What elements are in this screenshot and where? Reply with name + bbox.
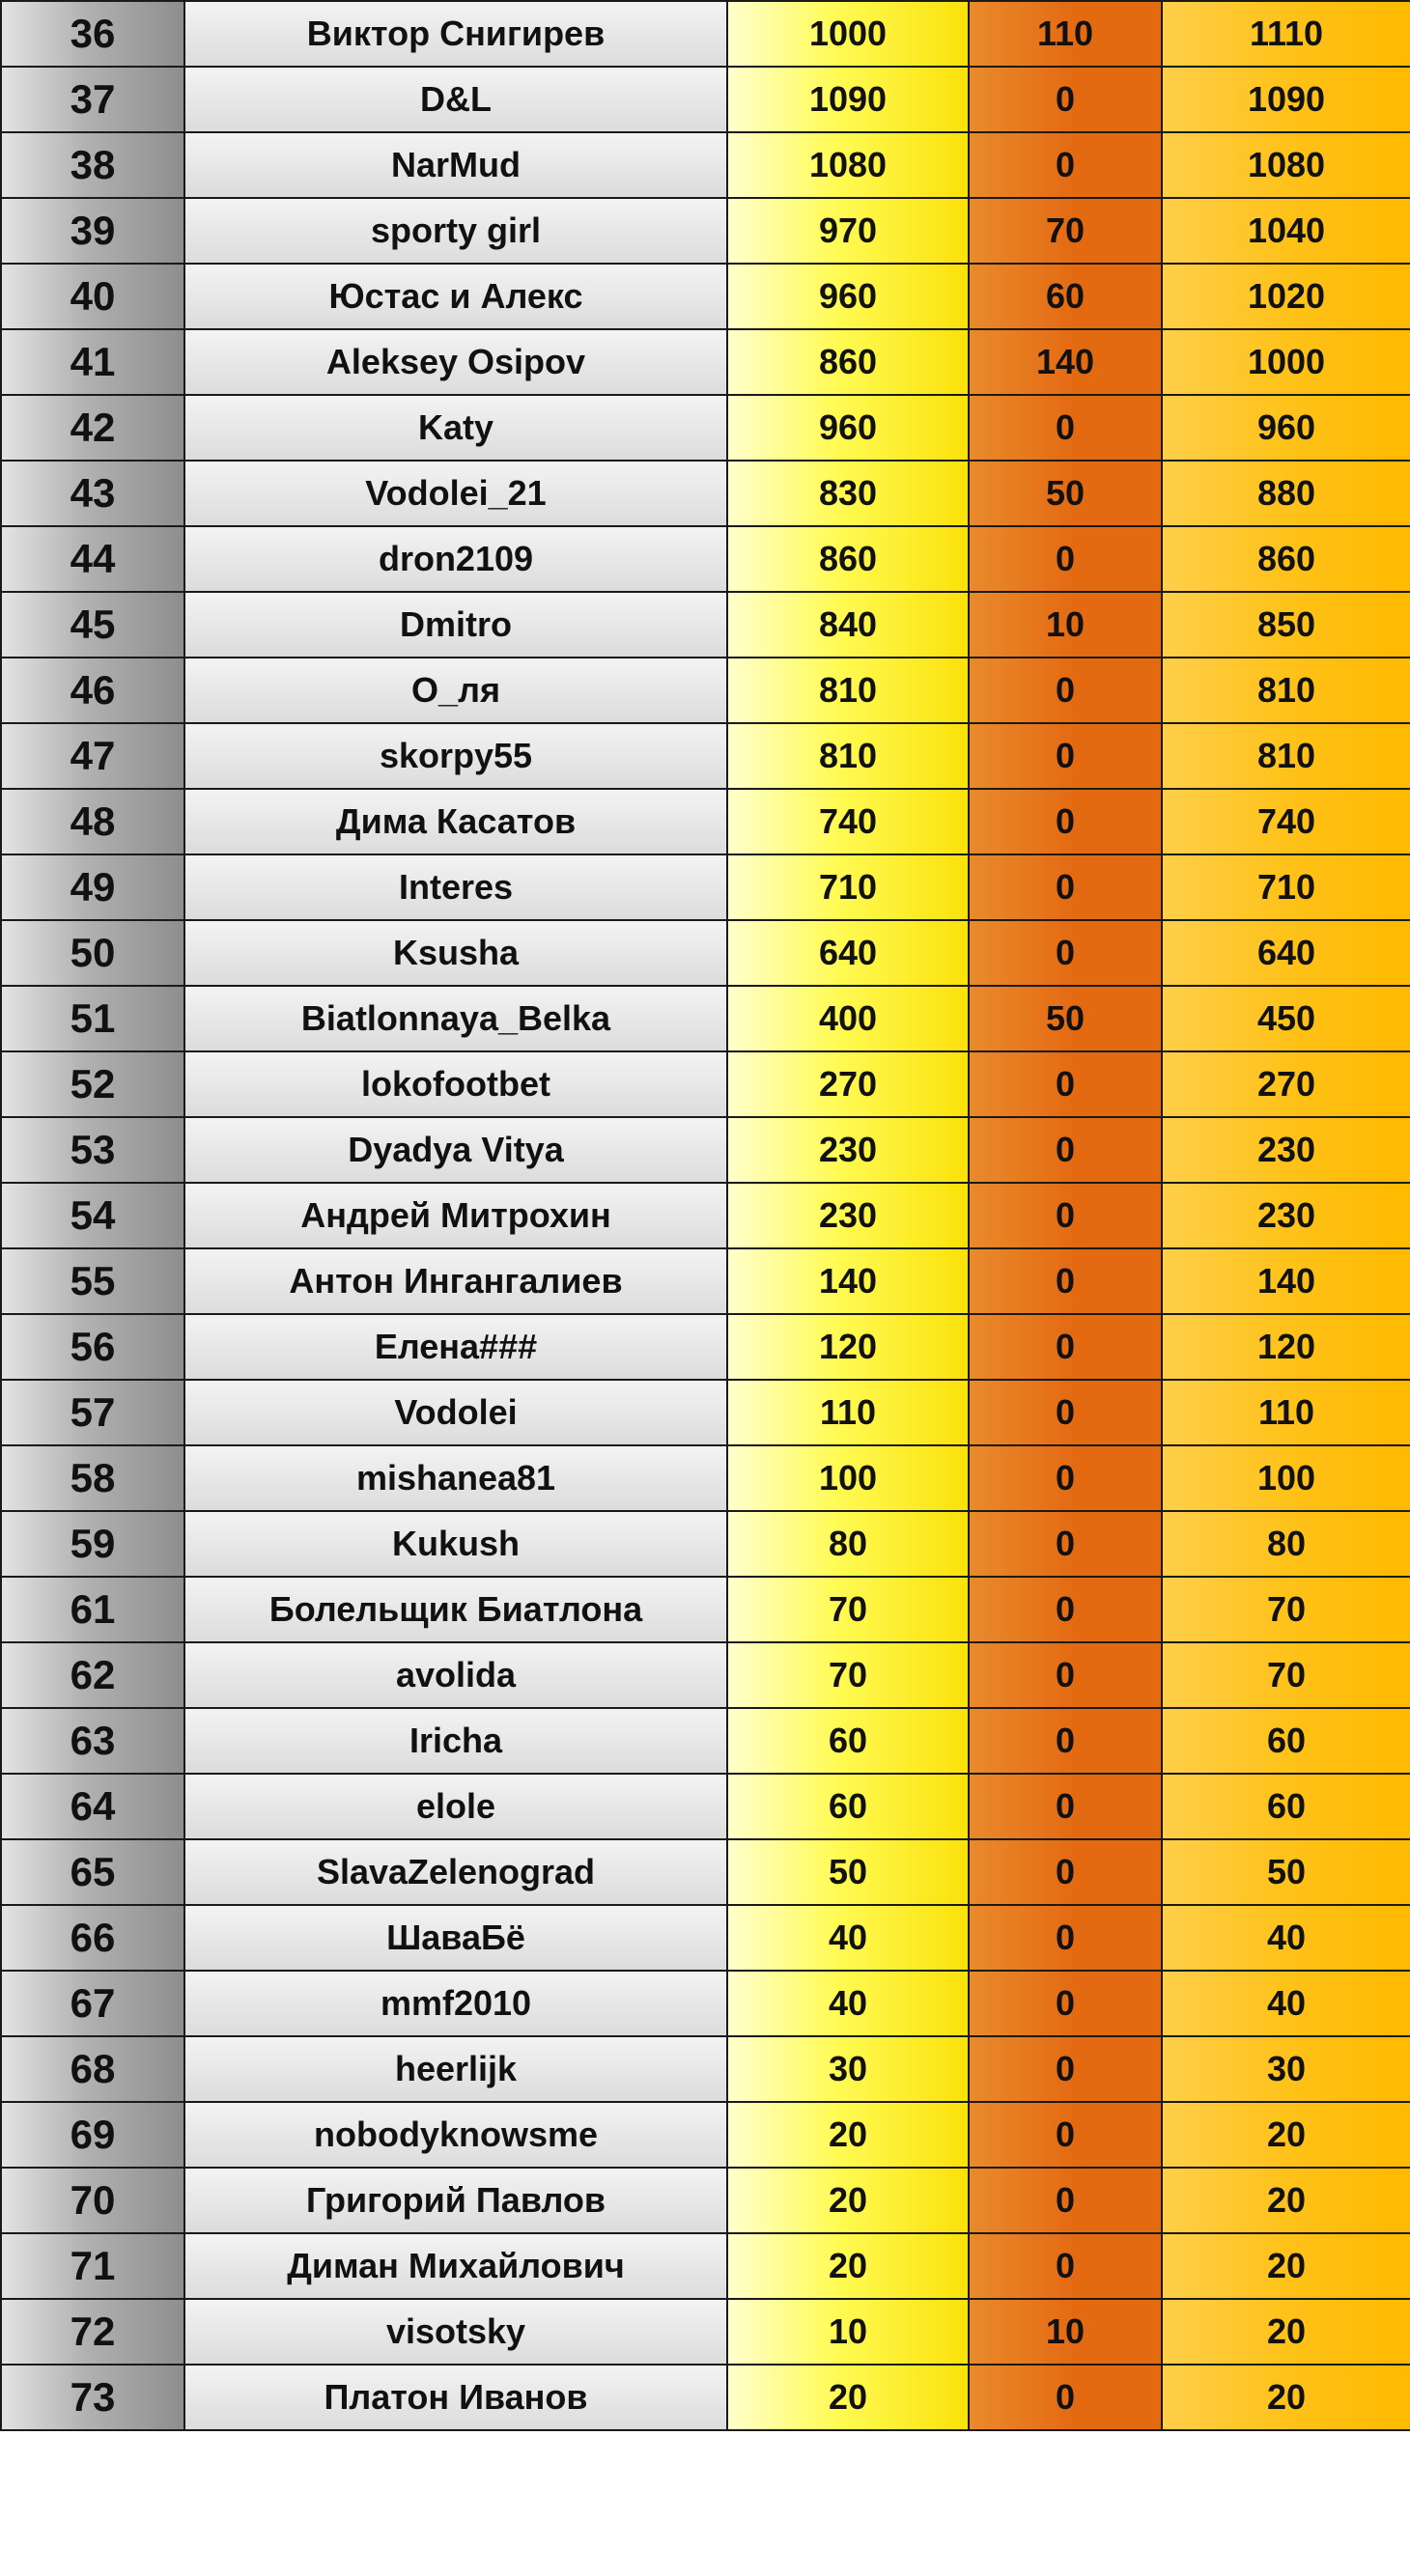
table-row (1, 198, 1410, 264)
rank-cell: 73 (1, 2365, 184, 2430)
bonus-points-cell: 0 (969, 1774, 1162, 1839)
player-name-cell: Dyadya Vitya (184, 1117, 727, 1183)
total-points-cell: 880 (1162, 461, 1410, 526)
base-points-cell: 1080 (727, 132, 969, 198)
table-row (1, 1577, 1410, 1642)
player-name-cell: Dmitro (184, 592, 727, 658)
total-points-cell: 640 (1162, 920, 1410, 986)
total-points-cell: 1110 (1162, 1, 1410, 67)
base-points-cell: 60 (727, 1708, 969, 1774)
table-row (1, 1445, 1410, 1511)
base-points-cell: 960 (727, 264, 969, 329)
player-name-cell: О_ля (184, 658, 727, 723)
base-points-cell: 40 (727, 1905, 969, 1971)
base-points-cell: 860 (727, 329, 969, 395)
table-row (1, 986, 1410, 1051)
rank-cell: 53 (1, 1117, 184, 1183)
total-points-cell: 70 (1162, 1577, 1410, 1642)
bonus-points-cell: 0 (969, 1905, 1162, 1971)
table-row (1, 1511, 1410, 1577)
player-name-cell: Biatlonnaya_Belka (184, 986, 727, 1051)
player-name-cell: NarMud (184, 132, 727, 198)
total-points-cell: 40 (1162, 1905, 1410, 1971)
rank-cell: 58 (1, 1445, 184, 1511)
bonus-points-cell: 0 (969, 920, 1162, 986)
table-row (1, 67, 1410, 132)
rank-cell: 72 (1, 2299, 184, 2365)
player-name-cell: avolida (184, 1642, 727, 1708)
bonus-points-cell: 0 (969, 1248, 1162, 1314)
rank-cell: 36 (1, 1, 184, 67)
base-points-cell: 60 (727, 1774, 969, 1839)
total-points-cell: 80 (1162, 1511, 1410, 1577)
bonus-points-cell: 0 (969, 854, 1162, 920)
total-points-cell: 810 (1162, 658, 1410, 723)
base-points-cell: 80 (727, 1511, 969, 1577)
rank-cell: 44 (1, 526, 184, 592)
rank-cell: 59 (1, 1511, 184, 1577)
total-points-cell: 70 (1162, 1642, 1410, 1708)
base-points-cell: 110 (727, 1380, 969, 1445)
table-row (1, 1117, 1410, 1183)
rank-cell: 43 (1, 461, 184, 526)
total-points-cell: 20 (1162, 2168, 1410, 2233)
table-row (1, 1183, 1410, 1248)
base-points-cell: 30 (727, 2036, 969, 2102)
rank-cell: 65 (1, 1839, 184, 1905)
rank-cell: 41 (1, 329, 184, 395)
total-points-cell: 120 (1162, 1314, 1410, 1380)
table-row (1, 1642, 1410, 1708)
base-points-cell: 860 (727, 526, 969, 592)
rank-cell: 68 (1, 2036, 184, 2102)
bonus-points-cell: 10 (969, 2299, 1162, 2365)
rank-cell: 70 (1, 2168, 184, 2233)
bonus-points-cell: 0 (969, 1708, 1162, 1774)
total-points-cell: 60 (1162, 1774, 1410, 1839)
total-points-cell: 850 (1162, 592, 1410, 658)
player-name-cell: Григорий Павлов (184, 2168, 727, 2233)
rank-cell: 54 (1, 1183, 184, 1248)
player-name-cell: mmf2010 (184, 1971, 727, 2036)
total-points-cell: 230 (1162, 1183, 1410, 1248)
table-row (1, 1248, 1410, 1314)
bonus-points-cell: 0 (969, 1971, 1162, 2036)
rank-cell: 64 (1, 1774, 184, 1839)
bonus-points-cell: 0 (969, 1511, 1162, 1577)
player-name-cell: Андрей Митрохин (184, 1183, 727, 1248)
bonus-points-cell: 110 (969, 1, 1162, 67)
base-points-cell: 20 (727, 2168, 969, 2233)
total-points-cell: 810 (1162, 723, 1410, 789)
total-points-cell: 450 (1162, 986, 1410, 1051)
total-points-cell: 100 (1162, 1445, 1410, 1511)
base-points-cell: 120 (727, 1314, 969, 1380)
player-name-cell: Interes (184, 854, 727, 920)
table-row (1, 329, 1410, 395)
bonus-points-cell: 10 (969, 592, 1162, 658)
base-points-cell: 140 (727, 1248, 969, 1314)
player-name-cell: Iricha (184, 1708, 727, 1774)
bonus-points-cell: 0 (969, 789, 1162, 854)
base-points-cell: 20 (727, 2365, 969, 2430)
base-points-cell: 20 (727, 2102, 969, 2168)
base-points-cell: 50 (727, 1839, 969, 1905)
total-points-cell: 860 (1162, 526, 1410, 592)
player-name-cell: visotsky (184, 2299, 727, 2365)
base-points-cell: 840 (727, 592, 969, 658)
bonus-points-cell: 0 (969, 723, 1162, 789)
player-name-cell: heerlijk (184, 2036, 727, 2102)
base-points-cell: 400 (727, 986, 969, 1051)
table-row (1, 264, 1410, 329)
total-points-cell: 1090 (1162, 67, 1410, 132)
table-row (1, 395, 1410, 461)
player-name-cell: skorpy55 (184, 723, 727, 789)
player-name-cell: nobodyknowsme (184, 2102, 727, 2168)
table-row (1, 2036, 1410, 2102)
player-name-cell: Юстас и Алекс (184, 264, 727, 329)
rank-cell: 46 (1, 658, 184, 723)
player-name-cell: Диман Михайлович (184, 2233, 727, 2299)
base-points-cell: 20 (727, 2233, 969, 2299)
table-row (1, 1839, 1410, 1905)
player-name-cell: Елена### (184, 1314, 727, 1380)
total-points-cell: 50 (1162, 1839, 1410, 1905)
table-row (1, 1051, 1410, 1117)
base-points-cell: 1090 (727, 67, 969, 132)
bonus-points-cell: 70 (969, 198, 1162, 264)
rank-cell: 39 (1, 198, 184, 264)
table-row (1, 1905, 1410, 1971)
table-row (1, 2233, 1410, 2299)
rank-cell: 69 (1, 2102, 184, 2168)
player-name-cell: dron2109 (184, 526, 727, 592)
player-name-cell: SlavaZelenograd (184, 1839, 727, 1905)
rank-cell: 57 (1, 1380, 184, 1445)
table-row (1, 461, 1410, 526)
rank-cell: 62 (1, 1642, 184, 1708)
bonus-points-cell: 0 (969, 1183, 1162, 1248)
table-row (1, 1380, 1410, 1445)
rank-cell: 42 (1, 395, 184, 461)
player-name-cell: Katy (184, 395, 727, 461)
table-row (1, 1314, 1410, 1380)
player-name-cell: Vodolei (184, 1380, 727, 1445)
player-name-cell: Ksusha (184, 920, 727, 986)
base-points-cell: 100 (727, 1445, 969, 1511)
table-row (1, 723, 1410, 789)
bonus-points-cell: 0 (969, 1577, 1162, 1642)
table-row (1, 132, 1410, 198)
total-points-cell: 110 (1162, 1380, 1410, 1445)
bonus-points-cell: 0 (969, 132, 1162, 198)
table-row (1, 2365, 1410, 2430)
table-row (1, 592, 1410, 658)
rank-cell: 38 (1, 132, 184, 198)
bonus-points-cell: 0 (969, 1642, 1162, 1708)
rank-cell: 45 (1, 592, 184, 658)
ranking-table-body (1, 1, 1410, 2430)
base-points-cell: 1000 (727, 1, 969, 67)
base-points-cell: 230 (727, 1117, 969, 1183)
rank-cell: 56 (1, 1314, 184, 1380)
bonus-points-cell: 0 (969, 526, 1162, 592)
bonus-points-cell: 0 (969, 2168, 1162, 2233)
bonus-points-cell: 0 (969, 1051, 1162, 1117)
total-points-cell: 1080 (1162, 132, 1410, 198)
total-points-cell: 960 (1162, 395, 1410, 461)
rank-cell: 47 (1, 723, 184, 789)
table-row (1, 1, 1410, 67)
base-points-cell: 70 (727, 1642, 969, 1708)
player-name-cell: mishanea81 (184, 1445, 727, 1511)
rank-cell: 66 (1, 1905, 184, 1971)
total-points-cell: 20 (1162, 2102, 1410, 2168)
base-points-cell: 810 (727, 658, 969, 723)
total-points-cell: 1000 (1162, 329, 1410, 395)
rank-cell: 37 (1, 67, 184, 132)
bonus-points-cell: 0 (969, 1839, 1162, 1905)
player-name-cell: Болельщик Биатлона (184, 1577, 727, 1642)
rank-cell: 48 (1, 789, 184, 854)
bonus-points-cell: 0 (969, 1380, 1162, 1445)
player-name-cell: elole (184, 1774, 727, 1839)
player-name-cell: Антон Ингангалиев (184, 1248, 727, 1314)
base-points-cell: 230 (727, 1183, 969, 1248)
rank-cell: 61 (1, 1577, 184, 1642)
base-points-cell: 710 (727, 854, 969, 920)
bonus-points-cell: 50 (969, 461, 1162, 526)
bonus-points-cell: 0 (969, 2233, 1162, 2299)
total-points-cell: 40 (1162, 1971, 1410, 2036)
base-points-cell: 640 (727, 920, 969, 986)
rank-cell: 49 (1, 854, 184, 920)
table-row (1, 526, 1410, 592)
player-name-cell: lokofootbet (184, 1051, 727, 1117)
player-name-cell: Kukush (184, 1511, 727, 1577)
player-name-cell: ШаваБё (184, 1905, 727, 1971)
rank-cell: 67 (1, 1971, 184, 2036)
base-points-cell: 10 (727, 2299, 969, 2365)
bonus-points-cell: 140 (969, 329, 1162, 395)
base-points-cell: 970 (727, 198, 969, 264)
table-row (1, 2168, 1410, 2233)
total-points-cell: 740 (1162, 789, 1410, 854)
total-points-cell: 20 (1162, 2365, 1410, 2430)
rank-cell: 71 (1, 2233, 184, 2299)
table-row (1, 1774, 1410, 1839)
table-row (1, 1971, 1410, 2036)
table-row (1, 920, 1410, 986)
total-points-cell: 20 (1162, 2233, 1410, 2299)
bonus-points-cell: 60 (969, 264, 1162, 329)
player-name-cell: Платон Иванов (184, 2365, 727, 2430)
bonus-points-cell: 0 (969, 2365, 1162, 2430)
bonus-points-cell: 0 (969, 395, 1162, 461)
bonus-points-cell: 0 (969, 2036, 1162, 2102)
total-points-cell: 140 (1162, 1248, 1410, 1314)
base-points-cell: 270 (727, 1051, 969, 1117)
total-points-cell: 710 (1162, 854, 1410, 920)
bonus-points-cell: 0 (969, 1314, 1162, 1380)
total-points-cell: 60 (1162, 1708, 1410, 1774)
player-name-cell: Виктор Снигирев (184, 1, 727, 67)
base-points-cell: 70 (727, 1577, 969, 1642)
rank-cell: 40 (1, 264, 184, 329)
player-name-cell: D&L (184, 67, 727, 132)
rank-cell: 55 (1, 1248, 184, 1314)
total-points-cell: 230 (1162, 1117, 1410, 1183)
bonus-points-cell: 0 (969, 2102, 1162, 2168)
rank-cell: 51 (1, 986, 184, 1051)
rank-cell: 63 (1, 1708, 184, 1774)
table-row (1, 2102, 1410, 2168)
bonus-points-cell: 0 (969, 67, 1162, 132)
player-name-cell: Дима Касатов (184, 789, 727, 854)
bonus-points-cell: 0 (969, 1445, 1162, 1511)
bonus-points-cell: 50 (969, 986, 1162, 1051)
player-name-cell: Vodolei_21 (184, 461, 727, 526)
table-row (1, 658, 1410, 723)
total-points-cell: 30 (1162, 2036, 1410, 2102)
table-row (1, 2299, 1410, 2365)
bonus-points-cell: 0 (969, 658, 1162, 723)
total-points-cell: 1040 (1162, 198, 1410, 264)
total-points-cell: 1020 (1162, 264, 1410, 329)
table-row (1, 854, 1410, 920)
total-points-cell: 270 (1162, 1051, 1410, 1117)
rank-cell: 50 (1, 920, 184, 986)
rank-cell: 52 (1, 1051, 184, 1117)
base-points-cell: 960 (727, 395, 969, 461)
base-points-cell: 40 (727, 1971, 969, 2036)
base-points-cell: 810 (727, 723, 969, 789)
player-name-cell: Aleksey Osipov (184, 329, 727, 395)
base-points-cell: 830 (727, 461, 969, 526)
player-name-cell: sporty girl (184, 198, 727, 264)
bonus-points-cell: 0 (969, 1117, 1162, 1183)
total-points-cell: 20 (1162, 2299, 1410, 2365)
base-points-cell: 740 (727, 789, 969, 854)
table-row (1, 789, 1410, 854)
table-row (1, 1708, 1410, 1774)
